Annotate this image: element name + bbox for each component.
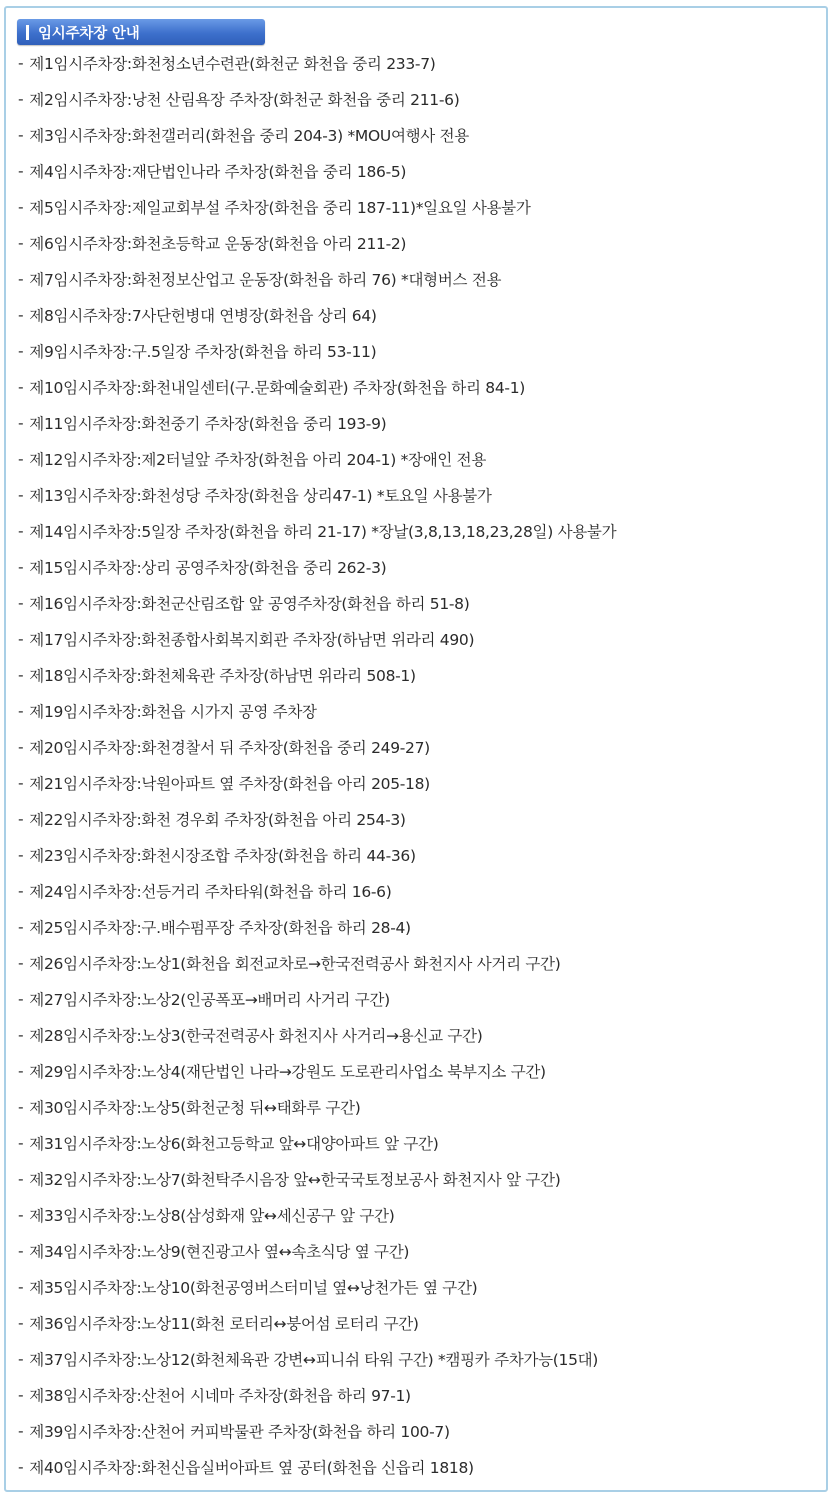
parking-lot-name: 제10임시주차장:: [29, 379, 142, 397]
parking-lot-description: 노상3(한국전력공사 화천지사 사거리→용신교 구간): [141, 1027, 483, 1045]
parking-lot-description: 화천 경우회 주차장(화천읍 아리 254-3): [141, 811, 406, 829]
parking-lot-description: 노상8(삼성화재 앞↔세신공구 앞 구간): [141, 1207, 395, 1225]
list-bullet: -: [18, 234, 24, 252]
parking-lot-description: 화천신읍실버아파트 옆 공터(화천읍 신읍리 1818): [141, 1459, 474, 1477]
parking-lot-item: [18, 765, 818, 801]
parking-lot-name: 제33임시주차장:: [29, 1207, 142, 1225]
parking-lot-item: [18, 621, 818, 657]
list-bullet: -: [18, 1386, 24, 1404]
list-bullet: -: [18, 918, 24, 936]
parking-lot-name: 제2임시주차장:: [29, 91, 132, 109]
parking-lot-description: 낙원아파트 옆 주차장(화천읍 아리 205-18): [141, 775, 430, 793]
parking-lot-description: 제2터널앞 주차장(화천읍 아리 204-1) *장애인 전용: [141, 451, 487, 469]
parking-lot-description: 낭천 산림욕장 주차장(화천군 화천읍 중리 211-6): [131, 91, 460, 109]
parking-lot-item: [18, 1053, 818, 1089]
parking-lot-name: 제32임시주차장:: [29, 1171, 142, 1189]
parking-lot-item: [18, 81, 818, 117]
parking-lot-name: 제39임시주차장:: [29, 1423, 142, 1441]
parking-lot-description: 화천정보산업고 운동장(화천읍 하리 76) *대형버스 전용: [131, 271, 502, 289]
parking-lot-item: [18, 837, 818, 873]
parking-lot-description: 화천중기 주차장(화천읍 중리 193-9): [141, 415, 387, 433]
section-header: [17, 19, 265, 45]
parking-lot-description: 화천청소년수련관(화천군 화천읍 중리 233-7): [131, 55, 436, 73]
list-bullet: -: [18, 1350, 24, 1368]
parking-lot-description: 노상12(화천체육관 강변↔피니쉬 타워 구간) *캠핑카 주차가능(15대): [141, 1351, 599, 1369]
parking-lot-description: 노상1(화천읍 회전교차로→한국전력공사 화천지사 사거리 구간): [141, 955, 561, 973]
list-bullet: -: [18, 1026, 24, 1044]
parking-lot-name: 제17임시주차장:: [29, 631, 142, 649]
parking-lot-description: 화천경찰서 뒤 주차장(화천읍 중리 249-27): [141, 739, 430, 757]
parking-lot-description: 7사단헌병대 연병장(화천읍 상리 64): [131, 307, 377, 325]
parking-lot-description: 노상10(화천공영버스터미널 옆↔낭천가든 옆 구간): [141, 1279, 478, 1297]
parking-lot-description: 노상4(재단법인 나라→강원도 도로관리사업소 북부지소 구간): [141, 1063, 546, 1081]
parking-lot-name: 제14임시주차장:: [29, 523, 142, 541]
parking-lot-item: [18, 945, 818, 981]
parking-lot-description: 화천성당 주차장(화천읍 상리47-1) *토요일 사용불가: [141, 487, 492, 505]
parking-lot-item: [18, 477, 818, 513]
list-bullet: -: [18, 846, 24, 864]
parking-lot-name: 제15임시주차장:: [29, 559, 142, 577]
parking-lot-name: 제34임시주차장:: [29, 1243, 142, 1261]
parking-lot-item: [18, 801, 818, 837]
parking-lot-item: [18, 1413, 818, 1449]
parking-lot-item: [18, 297, 818, 333]
parking-lot-item: [18, 729, 818, 765]
parking-lot-item: [18, 1305, 818, 1341]
parking-lot-item: [18, 261, 818, 297]
list-bullet: -: [18, 954, 24, 972]
parking-lot-description: 노상2(인공폭포→배머리 사거리 구간): [141, 991, 390, 1009]
parking-lot-name: 제16임시주차장:: [29, 595, 142, 613]
parking-lot-item: [18, 1269, 818, 1305]
parking-lot-item: [18, 45, 818, 81]
parking-lot-description: 구.5일장 주차장(화천읍 하리 53-11): [131, 343, 377, 361]
header-bar-icon: [26, 25, 29, 40]
parking-lot-description: 화천내일센터(구.문화예술회관) 주차장(화천읍 하리 84-1): [141, 379, 525, 397]
parking-lot-description: 노상6(화천고등학교 앞↔대양아파트 앞 구간): [141, 1135, 439, 1153]
list-bullet: -: [18, 198, 24, 216]
parking-lot-name: 제22임시주차장:: [29, 811, 142, 829]
list-bullet: -: [18, 342, 24, 360]
list-bullet: -: [18, 54, 24, 72]
parking-lot-name: 제1임시주차장:: [29, 55, 132, 73]
parking-lot-item: [18, 333, 818, 369]
parking-lot-description: 화천체육관 주차장(하남면 위라리 508-1): [141, 667, 416, 685]
parking-lot-item: [18, 585, 818, 621]
parking-lot-item: [18, 1377, 818, 1413]
list-bullet: -: [18, 1170, 24, 1188]
parking-lot-description: 노상7(화천탁주시음장 앞↔한국국토정보공사 화천지사 앞 구간): [141, 1171, 561, 1189]
parking-lot-description: 제일교회부설 주차장(화천읍 중리 187-11)*일요일 사용불가: [131, 199, 531, 217]
list-bullet: -: [18, 1422, 24, 1440]
parking-lot-name: 제30임시주차장:: [29, 1099, 142, 1117]
parking-lot-name: 제23임시주차장:: [29, 847, 142, 865]
parking-lot-name: 제20임시주차장:: [29, 739, 142, 757]
list-bullet: -: [18, 90, 24, 108]
parking-lot-item: [18, 981, 818, 1017]
parking-lot-item: [18, 1341, 818, 1377]
list-bullet: -: [18, 1134, 24, 1152]
parking-lot-name: 제6임시주차장:: [29, 235, 132, 253]
list-bullet: -: [18, 1278, 24, 1296]
list-bullet: -: [18, 1458, 24, 1476]
parking-lot-name: 제9임시주차장:: [29, 343, 132, 361]
parking-lot-name: 제28임시주차장:: [29, 1027, 142, 1045]
parking-lot-item: [18, 1017, 818, 1053]
list-bullet: -: [18, 1206, 24, 1224]
parking-lot-name: 제5임시주차장:: [29, 199, 132, 217]
parking-lot-name: 제40임시주차장:: [29, 1459, 142, 1477]
parking-lot-description: 노상5(화천군청 뒤↔태화루 구간): [141, 1099, 361, 1117]
parking-lot-description: 선등거리 주차타워(화천읍 하리 16-6): [141, 883, 392, 901]
list-bullet: -: [18, 1242, 24, 1260]
list-bullet: -: [18, 666, 24, 684]
list-bullet: -: [18, 990, 24, 1008]
parking-lot-item: [18, 657, 818, 693]
parking-lot-item: [18, 1449, 818, 1485]
parking-lot-name: 제21임시주차장:: [29, 775, 142, 793]
parking-lot-description: 화천초등학교 운동장(화천읍 아리 211-2): [131, 235, 407, 253]
parking-lot-name: 제36임시주차장:: [29, 1315, 142, 1333]
parking-lot-name: 제8임시주차장:: [29, 307, 132, 325]
parking-lot-name: 제25임시주차장:: [29, 919, 142, 937]
list-bullet: -: [18, 378, 24, 396]
parking-lot-description: 화천읍 시가지 공영 주차장: [141, 703, 317, 721]
parking-lot-name: 제7임시주차장:: [29, 271, 132, 289]
list-bullet: -: [18, 774, 24, 792]
parking-lot-name: 제31임시주차장:: [29, 1135, 142, 1153]
parking-lot-name: 제11임시주차장:: [29, 415, 142, 433]
parking-lot-name: 제37임시주차장:: [29, 1351, 142, 1369]
parking-lot-item: [18, 1233, 818, 1269]
parking-lot-description: 5일장 주차장(화천읍 하리 21-17) *장날(3,8,13,18,23,28일) 사용불가: [141, 523, 617, 541]
parking-lot-name: 제27임시주차장:: [29, 991, 142, 1009]
list-bullet: -: [18, 522, 24, 540]
parking-lot-item: [18, 153, 818, 189]
parking-lot-name: 제19임시주차장:: [29, 703, 142, 721]
parking-lot-description: 상리 공영주차장(화천읍 중리 262-3): [141, 559, 387, 577]
parking-lot-name: 제3임시주차장:: [29, 127, 132, 145]
list-bullet: -: [18, 126, 24, 144]
list-bullet: -: [18, 414, 24, 432]
parking-lot-name: 제13임시주차장:: [29, 487, 142, 505]
list-bullet: -: [18, 486, 24, 504]
parking-lot-name: 제24임시주차장:: [29, 883, 142, 901]
parking-lot-name: 제35임시주차장:: [29, 1279, 142, 1297]
parking-lot-description: 화천군산림조합 앞 공영주차장(화천읍 하리 51-8): [141, 595, 470, 613]
parking-lot-description: 화천종합사회복지회관 주차장(하남면 위라리 490): [141, 631, 475, 649]
parking-lot-description: 재단법인나라 주차장(화천읍 중리 186-5): [131, 163, 407, 181]
list-bullet: -: [18, 450, 24, 468]
parking-lot-item: [18, 909, 818, 945]
parking-lot-name: 제38임시주차장:: [29, 1387, 142, 1405]
list-bullet: -: [18, 594, 24, 612]
list-bullet: -: [18, 1098, 24, 1116]
list-bullet: -: [18, 558, 24, 576]
parking-lot-list: [18, 45, 818, 1485]
parking-lot-item: [18, 1089, 818, 1125]
parking-lot-item: [18, 225, 818, 261]
parking-lot-description: 산천어 시네마 주차장(화천읍 하리 97-1): [141, 1387, 411, 1405]
parking-lot-item: [18, 1197, 818, 1233]
parking-lot-item: [18, 441, 818, 477]
parking-lot-name: 제12임시주차장:: [29, 451, 142, 469]
parking-lot-item: [18, 405, 818, 441]
list-bullet: -: [18, 306, 24, 324]
parking-lot-description: 산천어 커피박물관 주차장(화천읍 하리 100-7): [141, 1423, 450, 1441]
section-title: 임시주차장 안내: [38, 25, 140, 42]
parking-lot-item: [18, 1125, 818, 1161]
parking-lot-description: 구.배수펌푸장 주차장(화천읍 하리 28-4): [141, 919, 411, 937]
parking-lot-description: 화천갤러리(화천읍 중리 204-3) *MOU여행사 전용: [131, 127, 469, 145]
parking-lot-name: 제29임시주차장:: [29, 1063, 142, 1081]
parking-lot-item: [18, 873, 818, 909]
list-bullet: -: [18, 162, 24, 180]
list-bullet: -: [18, 738, 24, 756]
list-bullet: -: [18, 810, 24, 828]
list-bullet: -: [18, 882, 24, 900]
list-bullet: -: [18, 270, 24, 288]
parking-lot-name: 제4임시주차장:: [29, 163, 132, 181]
parking-lot-name: 제26임시주차장:: [29, 955, 142, 973]
parking-lot-item: [18, 369, 818, 405]
parking-lot-item: [18, 513, 818, 549]
list-bullet: -: [18, 1314, 24, 1332]
list-bullet: -: [18, 702, 24, 720]
parking-lot-description: 노상11(화천 로터리↔붕어섬 로터리 구간): [141, 1315, 419, 1333]
parking-lot-description: 화천시장조합 주차장(화천읍 하리 44-36): [141, 847, 416, 865]
list-bullet: -: [18, 630, 24, 648]
parking-lot-name: 제18임시주차장:: [29, 667, 142, 685]
parking-lot-item: [18, 1161, 818, 1197]
parking-lot-description: 노상9(현진광고사 옆↔속초식당 옆 구간): [141, 1243, 410, 1261]
parking-lot-item: [18, 189, 818, 225]
parking-lot-item: [18, 117, 818, 153]
parking-lot-item: [18, 549, 818, 585]
list-bullet: -: [18, 1062, 24, 1080]
parking-lot-item: [18, 693, 818, 729]
